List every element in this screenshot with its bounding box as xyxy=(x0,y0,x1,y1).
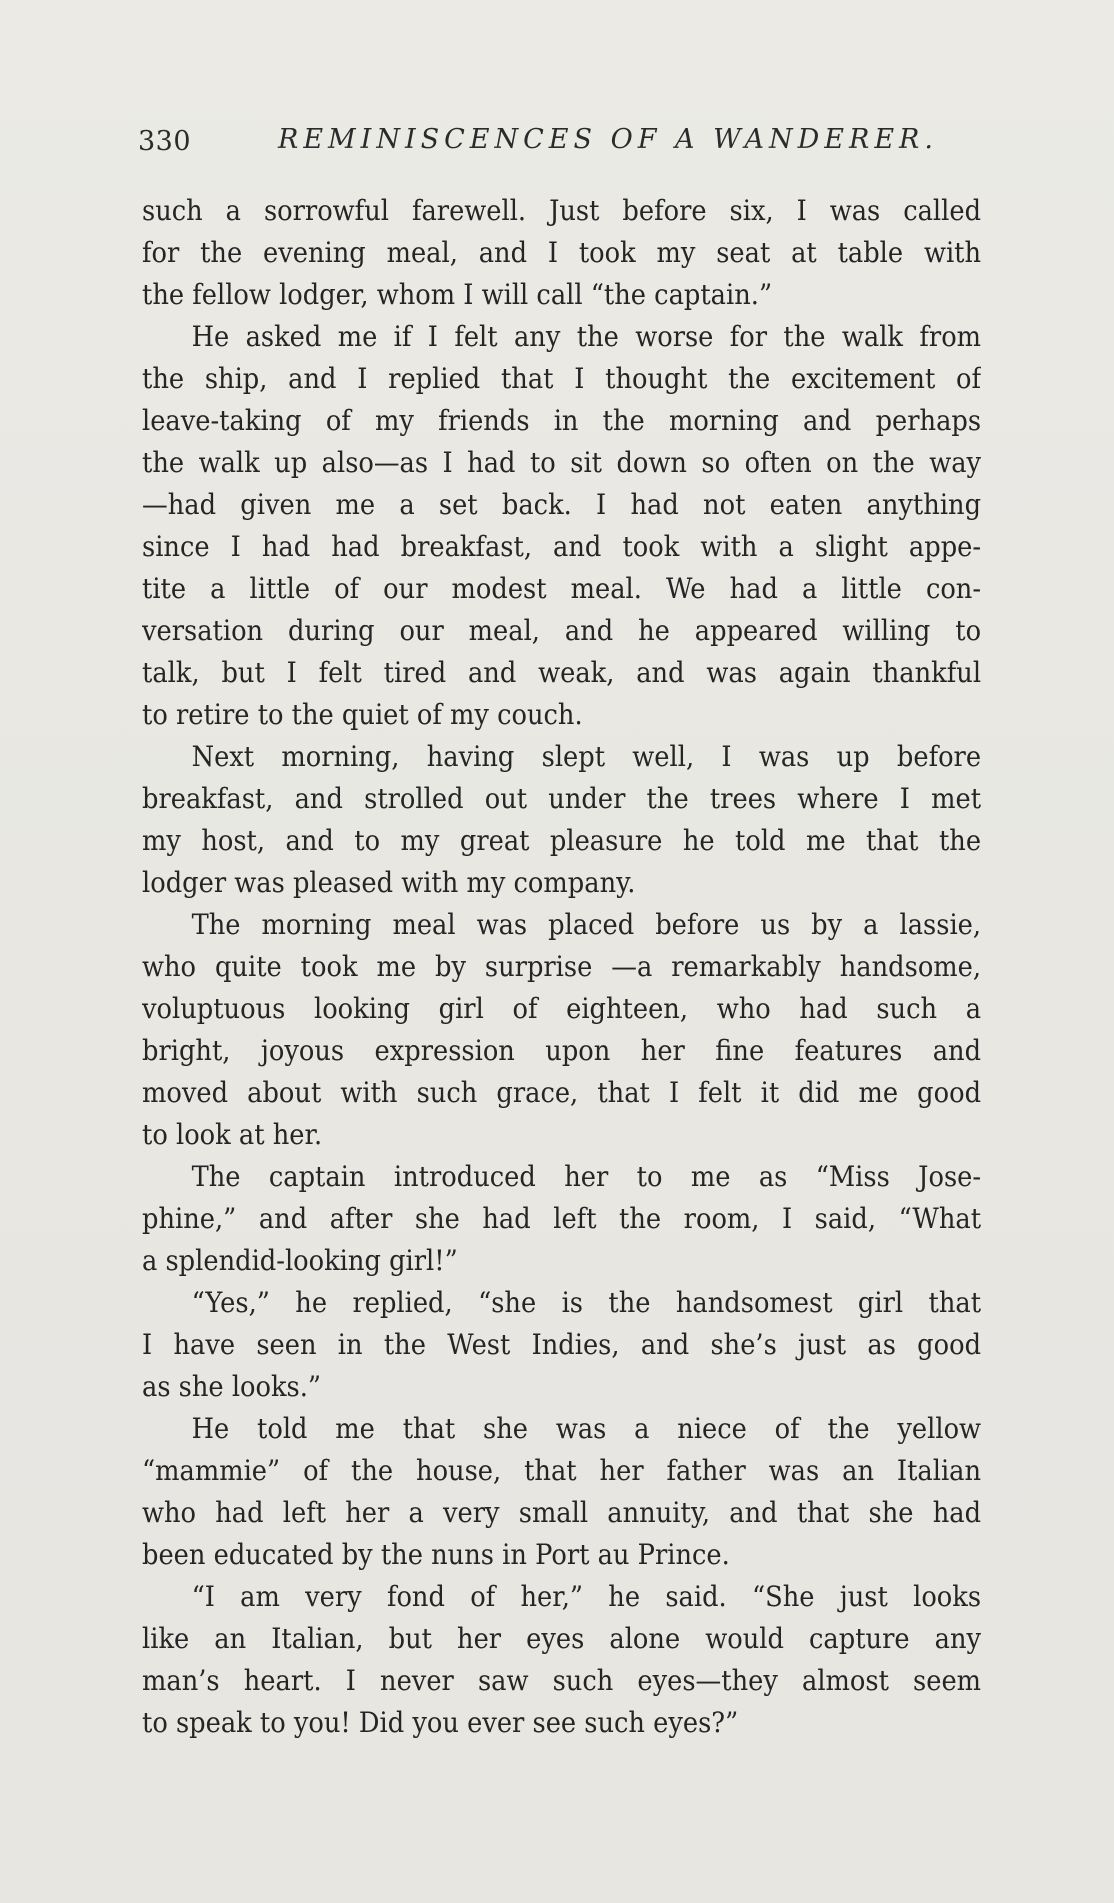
text-line: versation during our meal, and he appeared willing to xyxy=(142,614,982,647)
text-line: tite a little of our modest meal. We had a little con- xyxy=(142,572,982,605)
text-line: been educated by the nuns in Port au Prince. xyxy=(142,1538,730,1571)
text-line: the ship, and I replied that I thought the excitement of xyxy=(142,362,982,395)
page-header xyxy=(138,122,978,162)
text-line: since I had had breakfast, and took with a slight appe- xyxy=(142,530,982,563)
text-line: “Yes,” he replied, “she is the handsomest girl that xyxy=(191,1286,982,1319)
text-line: to retire to the quiet of my couch. xyxy=(142,698,583,731)
text-line: talk, but I felt tired and weak, and was again thankful xyxy=(142,656,982,689)
text-line: leave-taking of my friends in the morning and perhaps xyxy=(142,404,982,437)
text-line: He told me that she was a niece of the yellow xyxy=(191,1412,982,1445)
text-line: to look at her. xyxy=(142,1118,323,1151)
running-title: REMINISCENCES OF A WANDERER. xyxy=(278,124,938,155)
text-line: The captain introduced her to me as “Miss Jose- xyxy=(191,1160,982,1193)
text-line: He asked me if I felt any the worse for the walk from xyxy=(191,320,982,353)
text-line: lodger was pleased with my company. xyxy=(142,866,636,899)
text-line: phine,” and after she had left the room, I said, “What xyxy=(142,1202,982,1235)
text-line: man’s heart. I never saw such eyes—they almost seem xyxy=(142,1664,982,1697)
text-line: to speak to you! Did you ever see such eyes?” xyxy=(142,1706,739,1739)
text-line: such a sorrowful farewell. Just before six, I was called xyxy=(142,194,982,227)
text-line: like an Italian, but her eyes alone would capture any xyxy=(142,1622,982,1655)
text-line: —had given me a set back. I had not eaten anything xyxy=(142,488,982,521)
text-line: who quite took me by surprise —a remarkably handsome, xyxy=(142,950,982,983)
text-line: voluptuous looking girl of eighteen, who had such a xyxy=(142,992,982,1025)
text-line: as she looks.” xyxy=(142,1370,322,1403)
text-line: “I am very fond of her,” he said. “She just looks xyxy=(191,1580,982,1613)
text-line: a splendid-looking girl!” xyxy=(142,1244,458,1277)
text-line: breakfast, and strolled out under the trees where I met xyxy=(142,782,982,815)
text-line: Next morning, having slept well, I was up before xyxy=(191,740,982,773)
text-line: the fellow lodger, whom I will call “the captain.” xyxy=(142,278,773,311)
text-line: moved about with such grace, that I felt it did me good xyxy=(142,1076,982,1109)
text-line: my host, and to my great pleasure he told me that the xyxy=(142,824,982,857)
page-number: 330 xyxy=(138,126,192,157)
text-line: The morning meal was placed before us by a lassie, xyxy=(191,908,982,941)
body-text xyxy=(142,190,981,1744)
text-line: who had left her a very small annuity, and that she had xyxy=(142,1496,982,1529)
text-line: “mammie” of the house, that her father was an Italian xyxy=(142,1454,982,1487)
text-line: for the evening meal, and I took my seat at table with xyxy=(142,236,982,269)
text-line: bright, joyous expression upon her fine features and xyxy=(142,1034,982,1067)
text-line: the walk up also—as I had to sit down so often on the way xyxy=(142,446,982,479)
text-line: I have seen in the West Indies, and she’s just as good xyxy=(142,1328,982,1361)
